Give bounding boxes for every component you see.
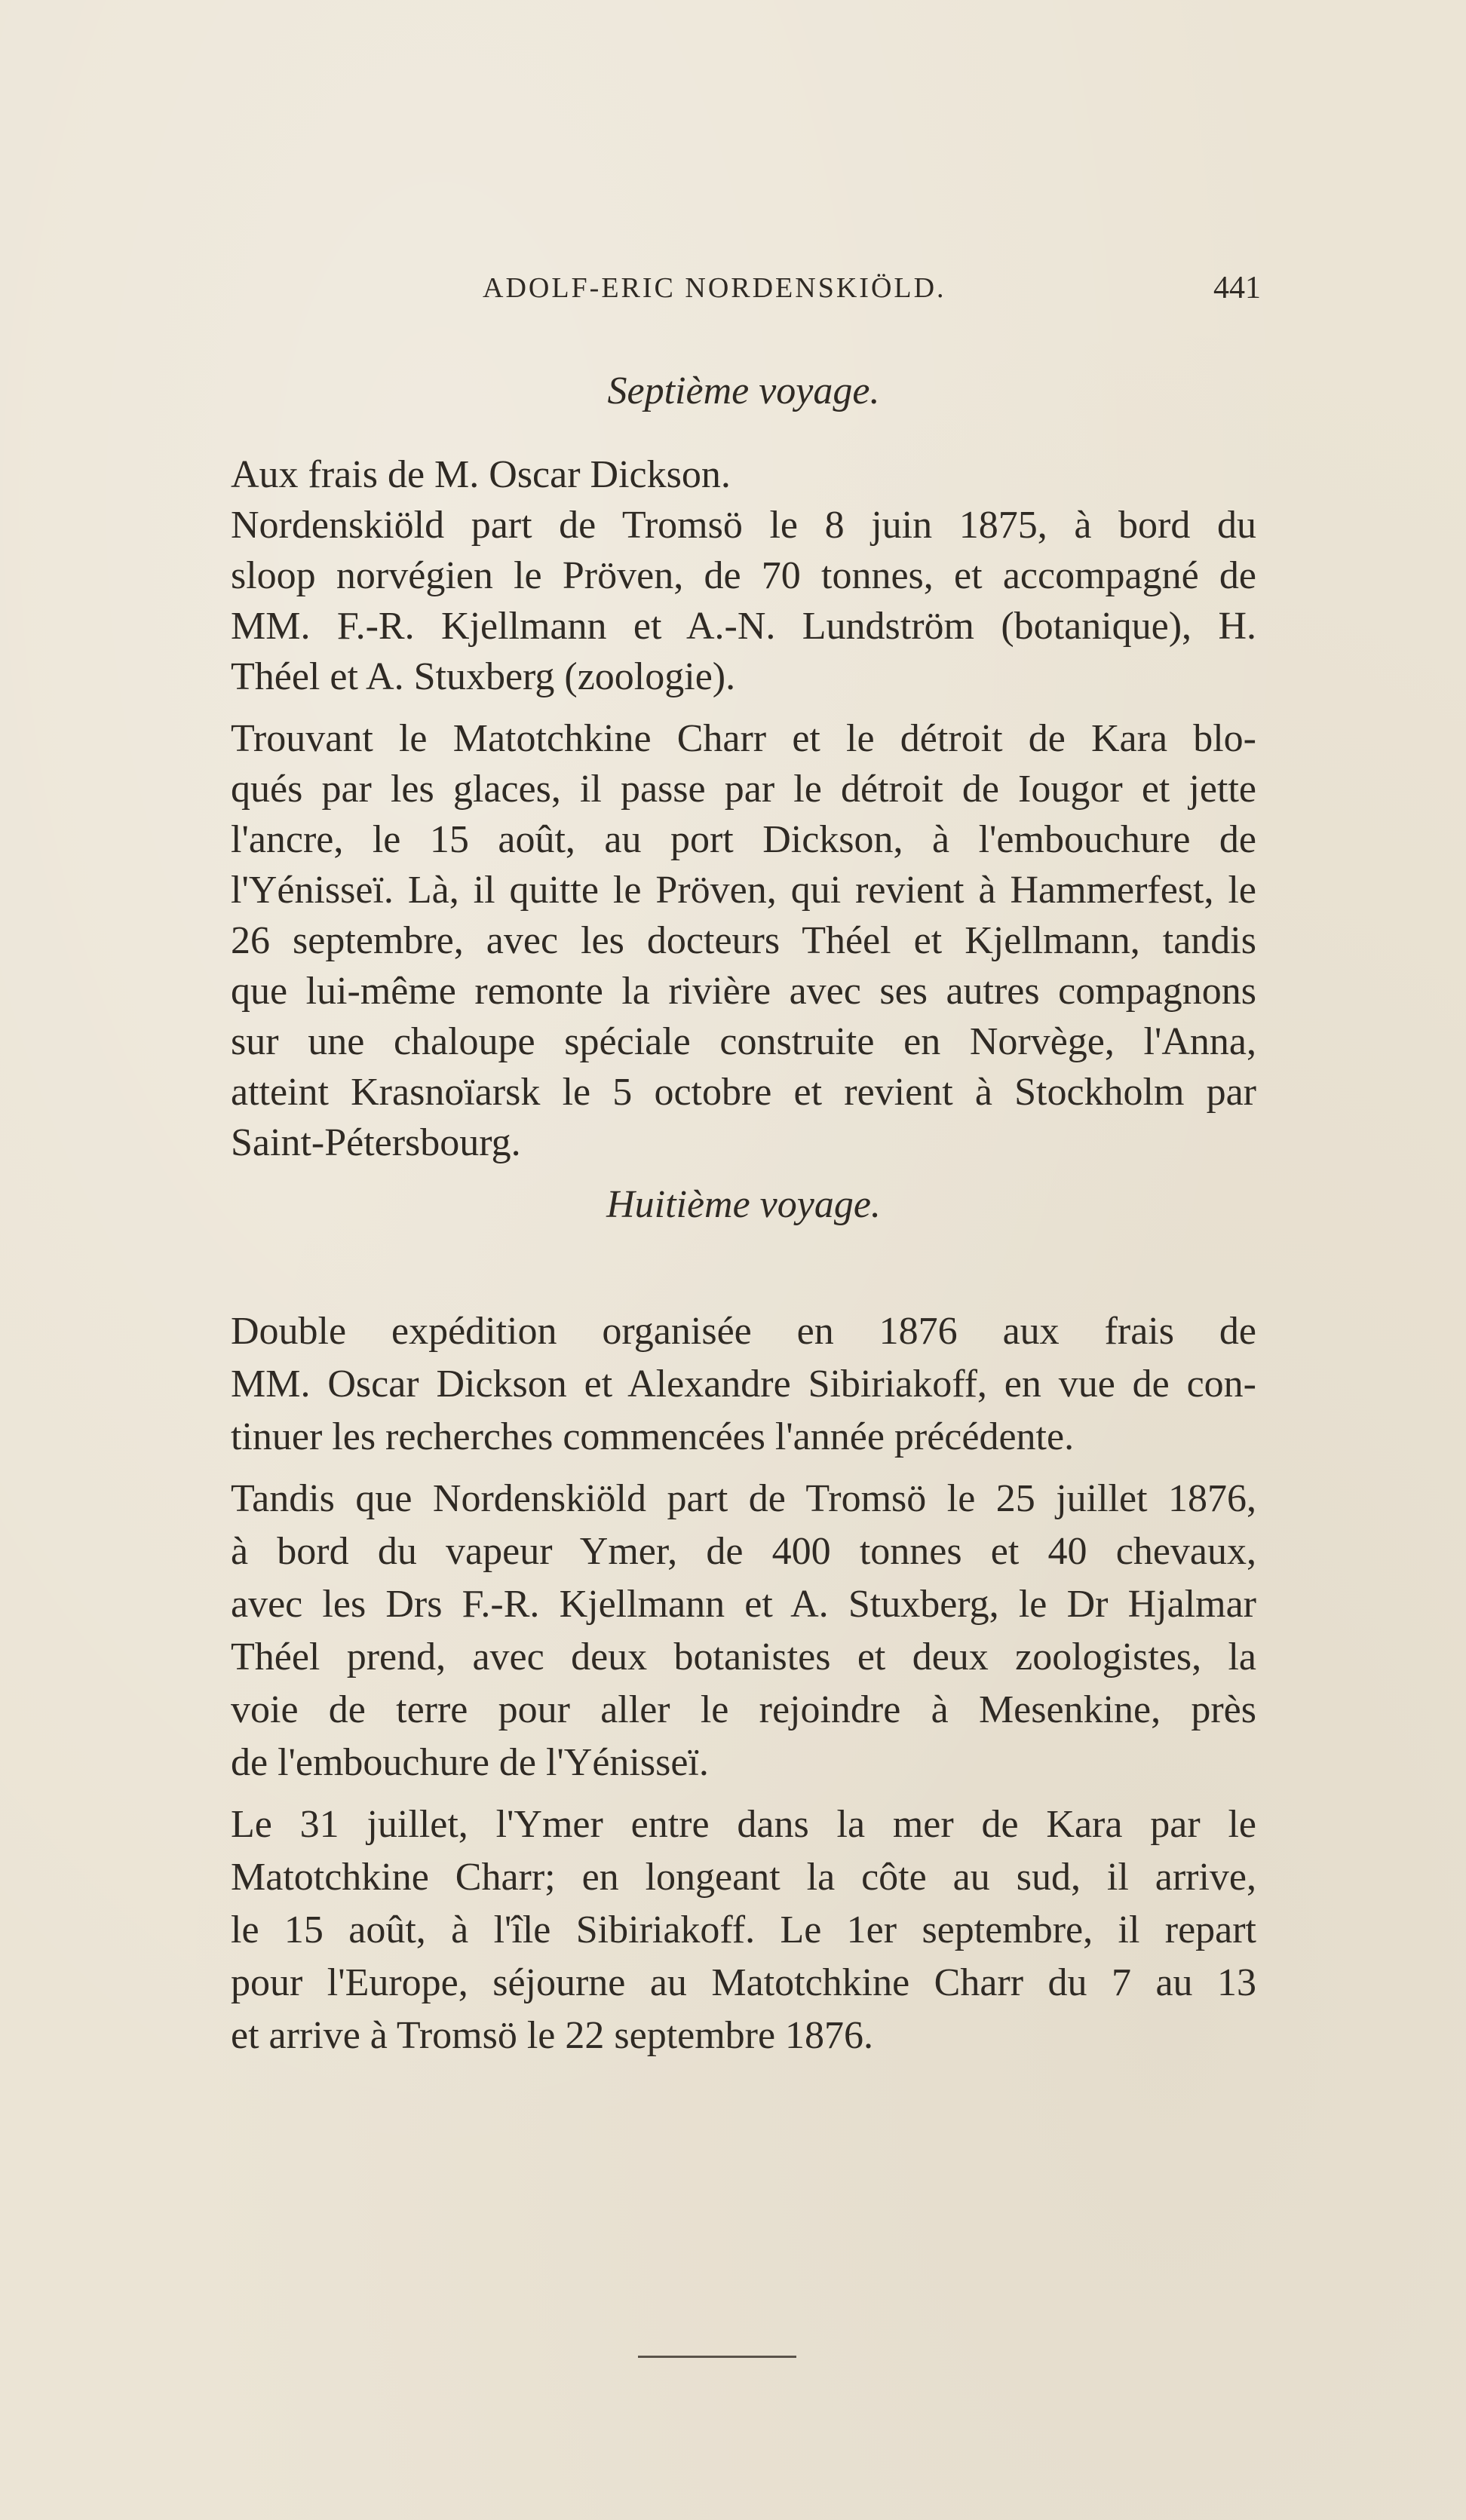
paragraph-line: qués par les glaces, il passe par le détroit de Iougor et jette <box>231 768 1256 811</box>
running-title: ADOLF-ERIC NORDENSKIÖLD. <box>483 272 946 304</box>
paragraph-line: l'ancre, le 15 août, au port Dickson, à l'embouchure de <box>231 818 1256 861</box>
paragraph-line: de l'embouchure de l'Yénisseï. <box>231 1741 709 1784</box>
paragraph-line: à bord du vapeur Ymer, de 400 tonnes et 40 chevaux, <box>231 1530 1256 1573</box>
paragraph-line: Théel et A. Stuxberg (zoologie). <box>231 655 736 698</box>
paragraph-line: sur une chaloupe spéciale construite en Norvège, l'Anna, <box>231 1020 1256 1063</box>
paragraph-line: Nordenskiöld part de Tromsö le 8 juin 1875, à bord du <box>231 504 1256 547</box>
paragraph-line: avec les Drs F.-R. Kjellmann et A. Stuxberg, le Dr Hjalmar <box>231 1583 1256 1626</box>
paragraph-line: voie de terre pour aller le rejoindre à Mesenkine, près <box>231 1688 1256 1731</box>
paragraph-line: Aux frais de M. Oscar Dickson. <box>231 453 731 496</box>
paragraph-line: Le 31 juillet, l'Ymer entre dans la mer de Kara par le <box>231 1803 1256 1846</box>
paragraph-line: Saint-Pétersbourg. <box>231 1121 521 1164</box>
section-heading-huitieme: Huitième voyage. <box>606 1183 881 1226</box>
paragraph-line: MM. F.-R. Kjellmann et A.-N. Lundström (botanique), H. <box>231 605 1256 648</box>
paragraph-line: Double expédition organisée en 1876 aux frais de <box>231 1310 1256 1353</box>
paragraph-line: le 15 août, à l'île Sibiriakoff. Le 1er septembre, il repart <box>231 1908 1256 1951</box>
paragraph-line: tinuer les recherches commencées l'année précédente. <box>231 1415 1075 1458</box>
paragraph-line: atteint Krasnoïarsk le 5 octobre et revient à Stockholm par <box>231 1071 1256 1114</box>
paragraph-line: 26 septembre, avec les docteurs Théel et Kjellmann, tandis <box>231 919 1256 962</box>
paragraph-line: Tandis que Nordenskiöld part de Tromsö le 25 juillet 1876, <box>231 1477 1256 1520</box>
paragraph-line: sloop norvégien le Pröven, de 70 tonnes, et accompagné de <box>231 554 1256 597</box>
paragraph-line: et arrive à Tromsö le 22 septembre 1876. <box>231 2014 874 2057</box>
paragraph-line: Théel prend, avec deux botanistes et deux zoologistes, la <box>231 1636 1256 1678</box>
closing-rule <box>638 2356 796 2358</box>
page-number: 441 <box>1213 271 1261 305</box>
paragraph-line: Trouvant le Matotchkine Charr et le détroit de Kara blo- <box>231 717 1256 760</box>
paragraph-line: l'Yénisseï. Là, il quitte le Pröven, qui revient à Hammerfest, le <box>231 869 1256 912</box>
paragraph-line: Matotchkine Charr; en longeant la côte au sud, il arrive, <box>231 1856 1256 1899</box>
section-heading-septieme: Septième voyage. <box>607 369 880 412</box>
paragraph-line: MM. Oscar Dickson et Alexandre Sibiriakoff, en vue de con- <box>231 1363 1256 1406</box>
paragraph-line: pour l'Europe, séjourne au Matotchkine Charr du 7 au 13 <box>231 1961 1256 2004</box>
running-head <box>226 265 1261 311</box>
paragraph-line: que lui-même remonte la rivière avec ses autres compagnons <box>231 970 1256 1013</box>
